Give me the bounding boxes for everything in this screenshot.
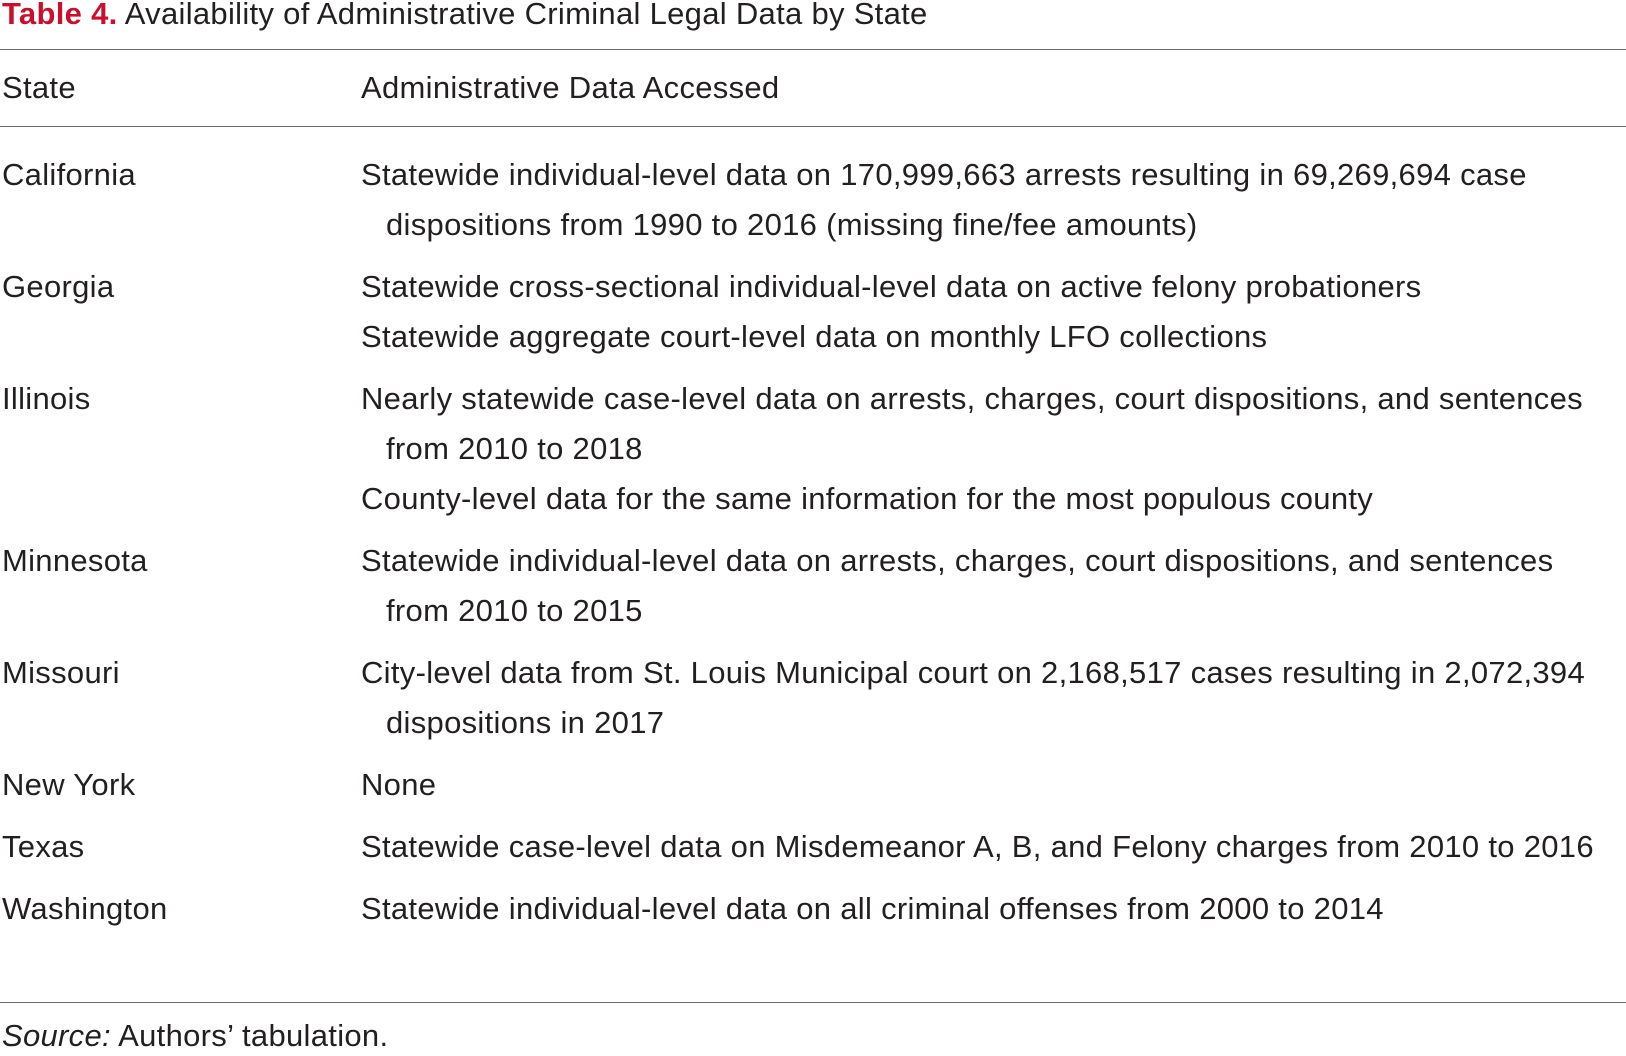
state-cell: Georgia	[2, 269, 115, 304]
state-cell: Texas	[2, 829, 85, 864]
data-entry: County-level data for the same information for the most populous county	[361, 481, 1374, 516]
column-header-data: Administrative Data Accessed	[361, 70, 780, 105]
table-body	[0, 150, 1626, 946]
data-entry: Statewide aggregate court-level data on monthly LFO collections	[361, 319, 1268, 354]
data-cell	[361, 374, 1626, 524]
table-row	[0, 760, 1626, 810]
data-cell	[361, 536, 1626, 636]
data-entry: Statewide cross-sectional individual-level data on active felony probationers	[361, 269, 1422, 304]
table-row	[0, 536, 1626, 636]
data-cell	[361, 150, 1626, 250]
table-source-note	[2, 1016, 388, 1056]
data-entry: Statewide case-level data on Misdemeanor A, B, and Felony charges from 2010 to 2016	[361, 829, 1594, 864]
table-row	[0, 884, 1626, 934]
header-rule	[0, 126, 1626, 127]
table-row	[0, 648, 1626, 748]
table-row	[0, 262, 1626, 362]
data-cell	[361, 262, 1626, 362]
bottom-rule	[0, 1002, 1626, 1003]
table-caption	[2, 0, 928, 34]
table-row	[0, 822, 1626, 872]
table-number: Table 4.	[2, 0, 118, 31]
data-cell	[361, 822, 1626, 872]
data-entry: Statewide individual-level data on 170,999,663 arrests resulting in 69,269,694 case dispositions from 1990 to 2016 (missing fine/fee amounts)	[361, 157, 1527, 242]
data-cell	[361, 760, 1626, 810]
state-cell: Illinois	[2, 381, 91, 416]
table-title: Availability of Administrative Criminal Legal Data by State	[117, 0, 928, 31]
column-header-state: State	[2, 70, 76, 105]
table-row	[0, 150, 1626, 250]
data-cell	[361, 884, 1626, 934]
data-entry: None	[361, 767, 437, 802]
state-cell: Missouri	[2, 655, 120, 690]
state-cell: Minnesota	[2, 543, 148, 578]
source-text: Authors’ tabulation.	[110, 1018, 389, 1053]
data-cell	[361, 648, 1626, 748]
data-entry: Statewide individual-level data on all criminal offenses from 2000 to 2014	[361, 891, 1384, 926]
table-row	[0, 374, 1626, 524]
top-rule	[0, 49, 1626, 50]
state-cell: New York	[2, 767, 136, 802]
state-cell: Washington	[2, 891, 168, 926]
data-entry: City-level data from St. Louis Municipal court on 2,168,517 cases resulting in 2,072,394 dispositions in 2017	[361, 655, 1586, 740]
data-entry: Nearly statewide case-level data on arrests, charges, court dispositions, and sentences from 2010 to 2018	[361, 381, 1583, 466]
data-entry: Statewide individual-level data on arrests, charges, court dispositions, and sentences from 2010 to 2015	[361, 543, 1554, 628]
state-cell: California	[2, 157, 136, 192]
source-label: Source:	[2, 1018, 111, 1053]
